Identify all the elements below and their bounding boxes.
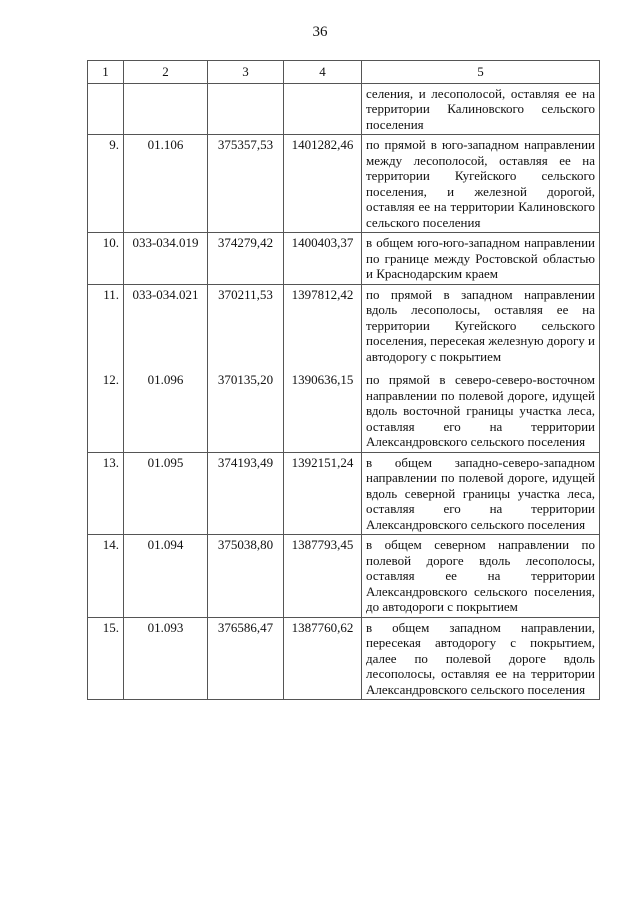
- point-code: [124, 83, 208, 135]
- table-row: [88, 135, 600, 233]
- table-row: [88, 284, 600, 366]
- point-code: 01.094: [124, 535, 208, 618]
- point-code: 01.093: [124, 617, 208, 700]
- x-coordinate: 370135,20: [208, 366, 284, 452]
- row-number: 10.: [88, 233, 124, 285]
- boundary-description: в общем северном направлении по полевой дороге вдоль лесополосы, оставляя ее на территории Александровского сельского поселения, до автодороги с покрытием: [362, 535, 600, 618]
- boundary-description: по прямой в северо-северо-восточном направлении по полевой дороге, идущей вдоль восточной границы участка леса, оставляя его на территории Александровского сельского поселения: [362, 366, 600, 452]
- table-row: [88, 233, 600, 285]
- y-coordinate: 1400403,37: [284, 233, 362, 285]
- table-row: [88, 366, 600, 452]
- point-code: 01.106: [124, 135, 208, 233]
- boundary-description: в общем западном направлении, пересекая автодорогу с покрытием, далее по полевой дороге вдоль лесополосы, оставляя ее на территории Александровского сельского поселения: [362, 617, 600, 700]
- boundary-description: по прямой в юго-западном направлении между лесополосой, оставляя ее на территории Кугейского сельского поселения, и железной дорогой, оставляя ее на территории Калиновского сельского поселения: [362, 135, 600, 233]
- table-row: [88, 535, 600, 618]
- boundary-description: селения, и лесополосой, оставляя ее на территории Калиновского сельского поселения: [362, 83, 600, 135]
- header-col-5: 5: [362, 61, 600, 84]
- y-coordinate: 1397812,42: [284, 284, 362, 366]
- boundary-description: по прямой в западном направлении вдоль лесополосы, оставляя ее на территории Кугейского сельского поселения, пересекая железную дорогу и автодорогу с покрытием: [362, 284, 600, 366]
- table-row: [88, 617, 600, 700]
- point-code: 033-034.019: [124, 233, 208, 285]
- row-number: [88, 83, 124, 135]
- row-number: 13.: [88, 452, 124, 535]
- table-row: [88, 83, 600, 135]
- table-row: [88, 452, 600, 535]
- boundary-description: в общем западно-северо-западном направлении по полевой дороге, идущей вдоль северной границы участка леса, оставляя его на территории Александровского сельского поселения: [362, 452, 600, 535]
- row-number: 12.: [88, 366, 124, 452]
- header-col-3: 3: [208, 61, 284, 84]
- y-coordinate: 1392151,24: [284, 452, 362, 535]
- x-coordinate: 370211,53: [208, 284, 284, 366]
- table-header-row: [88, 61, 600, 84]
- boundary-description: в общем юго-юго-западном направлении по границе между Ростовской областью и Краснодарским краем: [362, 233, 600, 285]
- point-code: 01.096: [124, 366, 208, 452]
- row-number: 15.: [88, 617, 124, 700]
- x-coordinate: 375357,53: [208, 135, 284, 233]
- y-coordinate: 1401282,46: [284, 135, 362, 233]
- y-coordinate: 1387793,45: [284, 535, 362, 618]
- header-col-1: 1: [88, 61, 124, 84]
- header-col-2: 2: [124, 61, 208, 84]
- y-coordinate: 1387760,62: [284, 617, 362, 700]
- y-coordinate: [284, 83, 362, 135]
- point-code: 033-034.021: [124, 284, 208, 366]
- page-number: 36: [312, 24, 328, 40]
- x-coordinate: [208, 83, 284, 135]
- x-coordinate: 374193,49: [208, 452, 284, 535]
- row-number: 11.: [88, 284, 124, 366]
- row-number: 14.: [88, 535, 124, 618]
- x-coordinate: 376586,47: [208, 617, 284, 700]
- x-coordinate: 374279,42: [208, 233, 284, 285]
- y-coordinate: 1390636,15: [284, 366, 362, 452]
- boundary-table: [87, 60, 600, 700]
- row-number: 9.: [88, 135, 124, 233]
- point-code: 01.095: [124, 452, 208, 535]
- header-col-4: 4: [284, 61, 362, 84]
- x-coordinate: 375038,80: [208, 535, 284, 618]
